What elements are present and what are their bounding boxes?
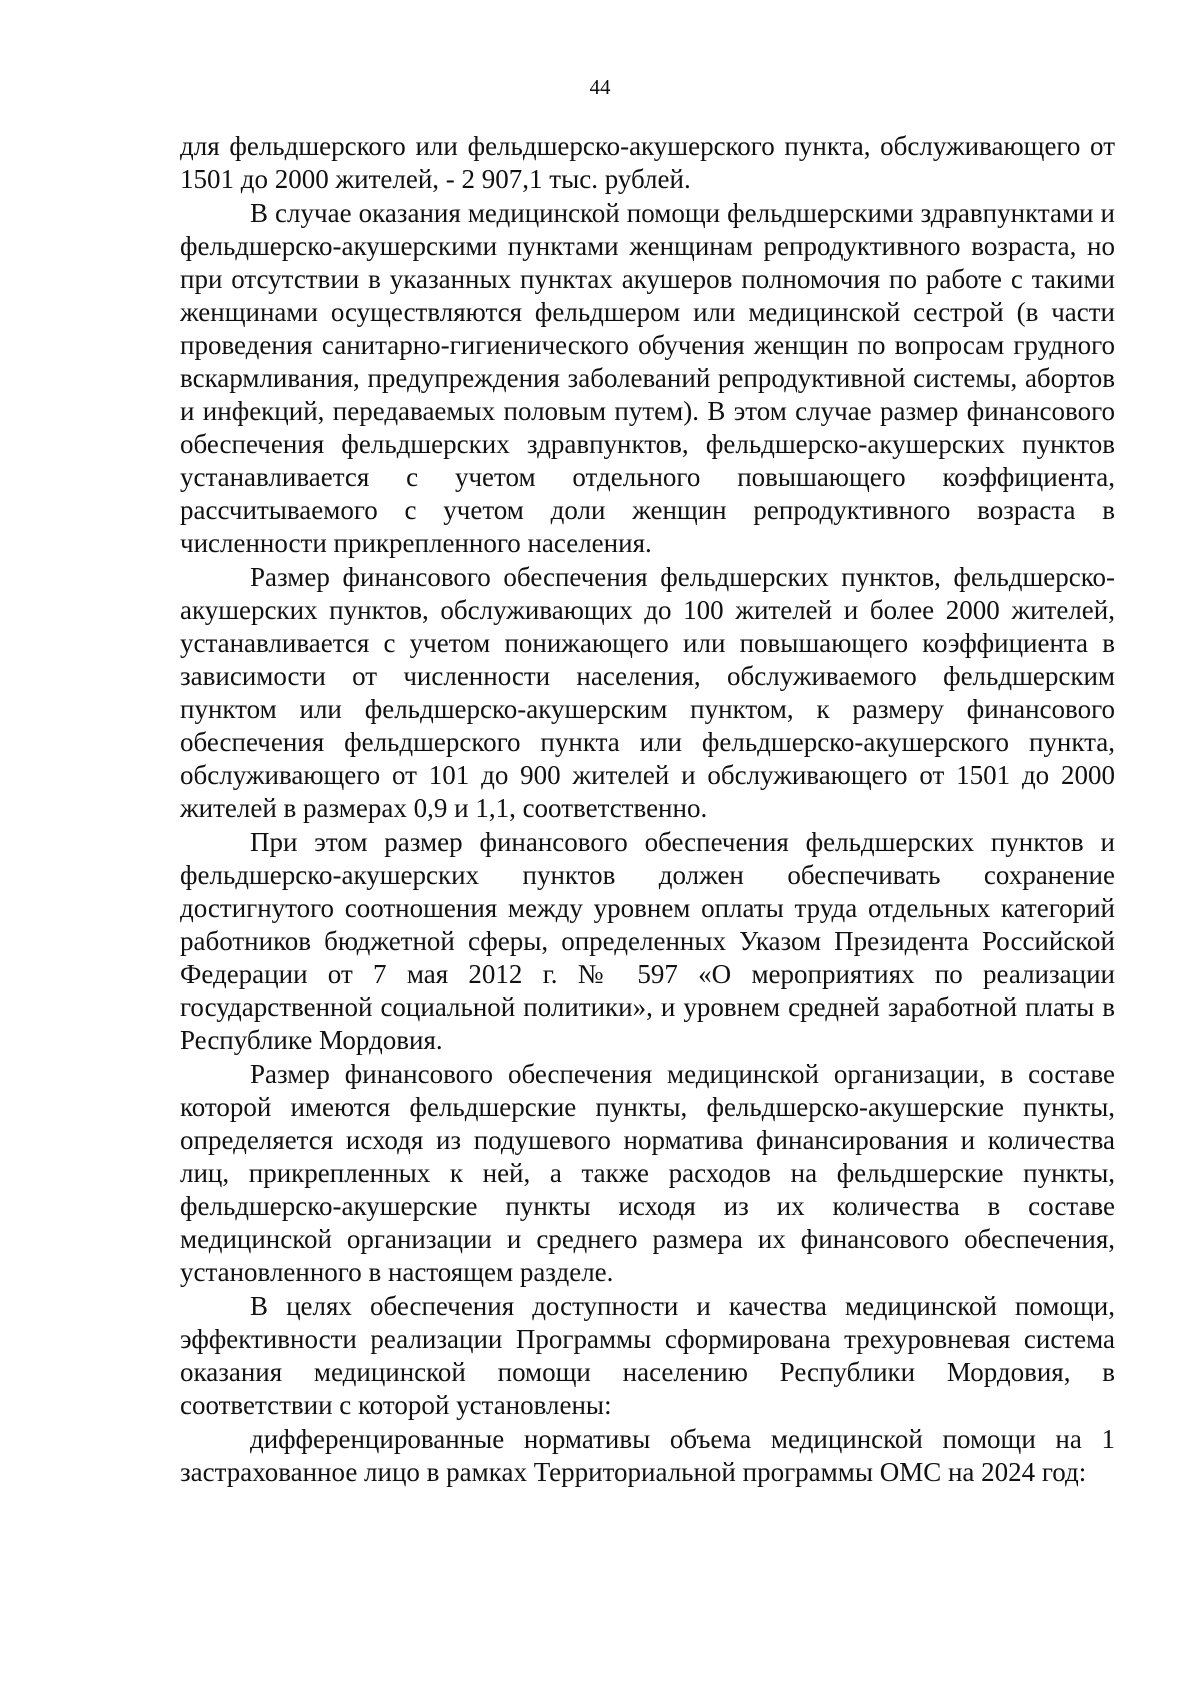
paragraph-volume-norms: дифференцированные нормативы объема медицинской помощи на 1 застрахованное лицо в рамках Территориальной программы ОМС на 2024 год:: [180, 1424, 1115, 1487]
paragraph-three-level-system: В целях обеспечения доступности и качества медицинской помощи, эффективности реализации Программы сформирована трехуровневая система оказания медицинской помощи населению Республики Мордовия, в соответствии с которой установлены:: [180, 1291, 1115, 1420]
page-number: 44: [589, 75, 611, 99]
paragraph-reproductive-age-women: В случае оказания медицинской помощи фельдшерскими здравпунктами и фельдшерско-акушерскими пунктами женщинам репродуктивного возраста, но при отсутствии в указанных пунктах акушеров полномочия по работе с такими женщинами осуществляются фельдшером или медицинской сестрой (в части проведения санитарно-гигиенического обучения женщин по вопросам грудного вскармливания, предупреждения заболеваний репродуктивной системы, абортов и инфекций, передаваемых половым путем). В этом случае размер финансового обеспечения фельдшерских здравпунктов, фельдшерско-акушерских пунктов устанавливается с учетом отдельного повышающего коэффициента, рассчитываемого с учетом доли женщин репродуктивного возраста в численности прикрепленного населения.: [180, 198, 1115, 558]
paragraph-organization-funding: Размер финансового обеспечения медицинской организации, в составе которой имеются фельдшерские пункты, фельдшерско-акушерские пункты, определяется исходя из подушевого норматива финансирования и количества лиц, прикрепленных к ней, а также расходов на фельдшерские пункты, фельдшерско-акушерские пункты исходя из их количества в составе медицинской организации и среднего размера их финансового обеспечения, установленного в настоящем разделе.: [180, 1059, 1115, 1287]
paragraph-continuation: для фельдшерского или фельдшерско-акушерского пункта, обслуживающего от 1501 до 2000 жителей, - 2 907,1 тыс. рублей.: [180, 131, 1115, 194]
document-body: [180, 130, 1115, 1489]
paragraph-population-coefficient: Размер финансового обеспечения фельдшерских пунктов, фельдшерско-акушерских пунктов, обслуживающих до 100 жителей и более 2000 жителей, устанавливается с учетом понижающего или повышающего коэффициента в зависимости от численности населения, обслуживаемого фельдшерским пунктом или фельдшерско-акушерским пунктом, к размеру финансового обеспечения фельдшерского пункта или фельдшерско-акушерского пункта, обслуживающего от 101 до 900 жителей и обслуживающего от 1501 до 2000 жителей в размерах 0,9 и 1,1, соответственно.: [180, 562, 1115, 823]
paragraph-salary-ratio: При этом размер финансового обеспечения фельдшерских пунктов и фельдшерско-акушерских пунктов должен обеспечивать сохранение достигнутого соотношения между уровнем оплаты труда отдельных категорий работников бюджетной сферы, определенных Указом Президента Российской Федерации от 7 мая 2012 г. № 597 «О мероприятиях по реализации государственной социальной политики», и уровнем средней заработной платы в Республике Мордовия.: [180, 827, 1115, 1055]
